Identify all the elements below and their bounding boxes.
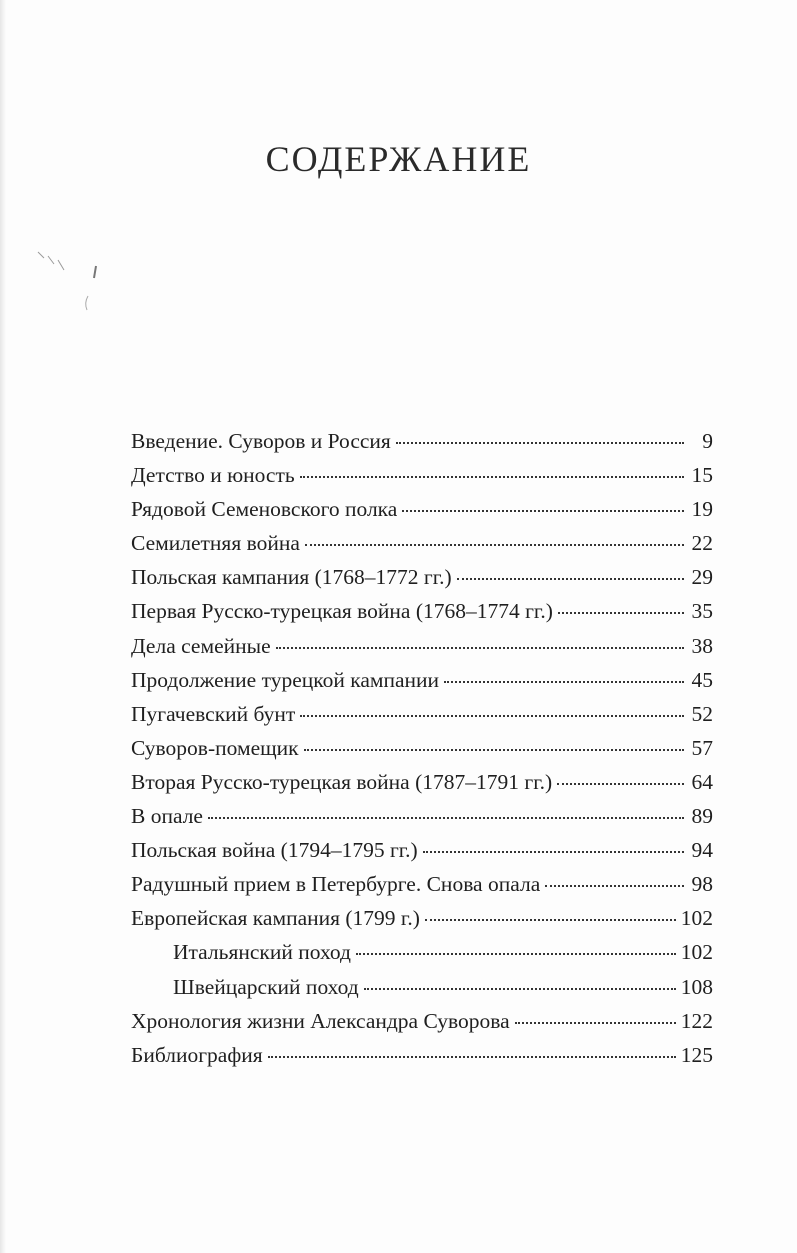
dot-leader (300, 476, 684, 478)
toc-entry-page-number: 22 (691, 531, 713, 556)
toc-entry-page-number: 19 (691, 497, 713, 522)
dot-leader (356, 953, 676, 955)
toc-entry-page-number: 35 (691, 599, 713, 624)
toc-entry-title: Семилетняя война (131, 531, 300, 556)
toc-entry-title: Вторая Русско-турецкая война (1787–1791 гг.) (131, 769, 553, 794)
toc-entry-title: Итальянский поход (173, 940, 351, 965)
toc-entry (131, 697, 713, 731)
toc-entry-title: Европейская кампания (1799 г.) (131, 906, 420, 931)
page-title: СОДЕРЖАНИЕ (265, 139, 532, 179)
toc-entry-page-number: 64 (691, 769, 713, 794)
dot-leader (300, 715, 684, 717)
page-edge-shadow (0, 0, 6, 1253)
toc-entry (131, 799, 713, 833)
toc-entry-page-number: 89 (691, 804, 713, 829)
toc-entry-page-number: 102 (680, 940, 713, 965)
dot-leader (208, 817, 684, 819)
dot-leader (364, 988, 676, 990)
toc-entry-title: Радушный прием в Петербурге. Снова опала (131, 872, 541, 897)
toc-entry-page-number: 15 (691, 463, 713, 488)
toc-entry-page-number: 57 (691, 735, 713, 760)
toc-entry (131, 867, 713, 901)
toc-entry (131, 629, 713, 663)
dot-leader (457, 578, 684, 580)
toc-entry (131, 492, 713, 526)
toc-entry (131, 901, 713, 935)
dot-leader (304, 749, 684, 751)
toc-entry-title: Продолжение турецкой кампании (131, 667, 440, 692)
dot-leader (545, 885, 684, 887)
dot-leader (444, 681, 684, 683)
table-of-contents (131, 424, 713, 1072)
dot-leader (515, 1022, 676, 1024)
toc-entry-title: Швейцарский поход (173, 974, 359, 999)
toc-entry-page-number: 94 (691, 838, 713, 863)
toc-entry (131, 424, 713, 458)
toc-entry-page-number: 45 (691, 667, 713, 692)
toc-entry-title: Введение. Суворов и Россия (131, 429, 391, 453)
dot-leader (425, 919, 676, 921)
toc-entry (131, 526, 713, 560)
toc-entry-title: Первая Русско-турецкая война (1768–1774 гг.) (131, 599, 553, 624)
dot-leader (276, 647, 684, 649)
pencil-marks (34, 248, 104, 318)
toc-entry (131, 560, 713, 594)
toc-entry-page-number: 29 (691, 565, 713, 590)
toc-entry (131, 1038, 713, 1072)
toc-entry-page-number: 38 (691, 633, 713, 658)
toc-entry (131, 731, 713, 765)
toc-entry-page-number: 9 (702, 429, 713, 453)
dot-leader (557, 783, 684, 785)
dot-leader (402, 510, 684, 512)
toc-entry (131, 458, 713, 492)
dot-leader (268, 1056, 676, 1058)
toc-entry-title: Пугачевский бунт (131, 701, 296, 726)
toc-entry-title: Суворов-помещик (131, 735, 299, 760)
toc-entry-page-number: 108 (680, 974, 713, 999)
toc-entry-title: Польская война (1794–1795 гг.) (131, 838, 418, 863)
toc-entry (131, 663, 713, 697)
toc-entry (131, 594, 713, 628)
toc-entry (131, 833, 713, 867)
toc-entry-page-number: 122 (680, 1008, 713, 1033)
toc-entry-page-number: 52 (691, 701, 713, 726)
toc-entry (131, 765, 713, 799)
toc-entry (131, 1004, 713, 1038)
toc-entry-page-number: 125 (680, 1042, 713, 1067)
toc-entry-title: Польская кампания (1768–1772 гг.) (131, 565, 452, 590)
toc-entry-title: Детство и юность (131, 463, 295, 488)
toc-entry (131, 970, 713, 1004)
toc-entry-page-number: 98 (691, 872, 713, 897)
dot-leader (558, 612, 684, 614)
toc-entry-title: В опале (131, 804, 203, 829)
dot-leader (396, 442, 684, 444)
dot-leader (305, 544, 684, 546)
dot-leader (423, 851, 684, 853)
toc-entry-title: Хронология жизни Александра Суворова (131, 1008, 510, 1033)
toc-entry-title: Рядовой Семеновского полка (131, 497, 398, 522)
toc-entry (131, 935, 713, 969)
toc-entry-title: Библиография (131, 1042, 263, 1067)
toc-entry-title: Дела семейные (131, 633, 271, 658)
toc-entry-page-number: 102 (680, 906, 713, 931)
